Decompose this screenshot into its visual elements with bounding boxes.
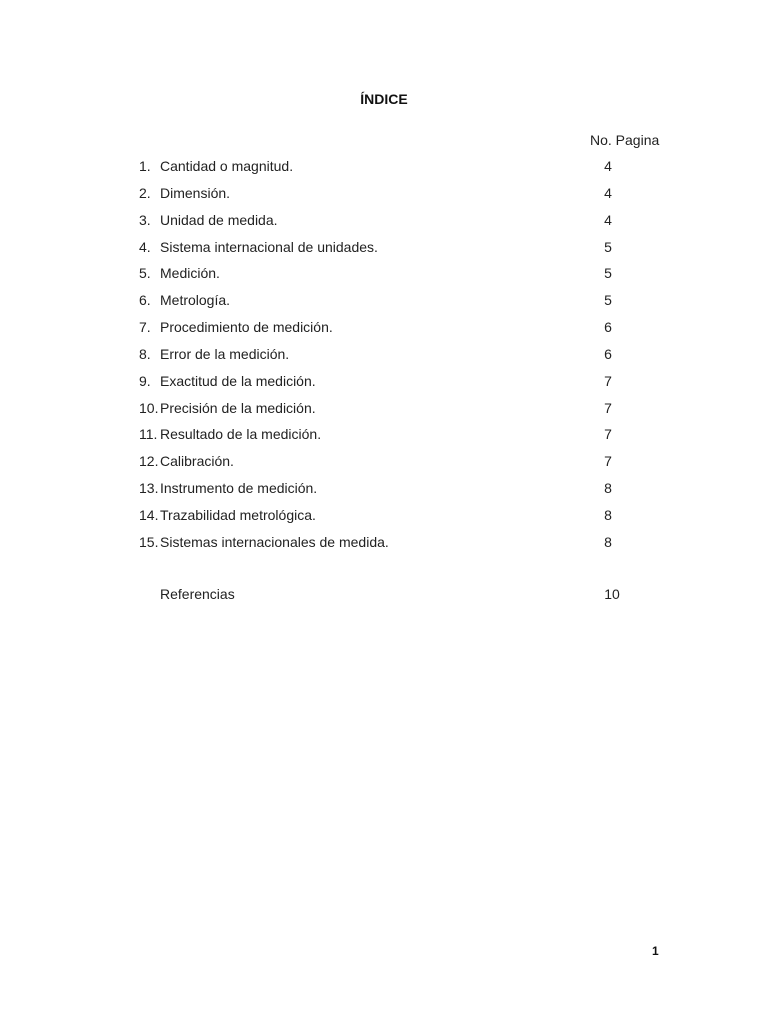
toc-entry-number: 12. <box>139 453 159 470</box>
toc-entry <box>0 503 768 530</box>
toc-entry-title: Procedimiento de medición. <box>160 319 333 336</box>
toc-entry-title: Metrología. <box>160 292 231 309</box>
toc-entry <box>0 476 768 503</box>
toc-entry-number: 3. <box>139 211 151 228</box>
toc-entry-number: 7. <box>139 319 151 336</box>
toc-entry-page: 7 <box>604 399 612 416</box>
toc-entry <box>0 261 768 288</box>
toc-entry-page: 7 <box>604 453 612 470</box>
toc-entry-title: Sistemas internacionales de medida. <box>160 533 389 550</box>
toc-entry <box>0 449 768 476</box>
toc-entry <box>0 288 768 315</box>
toc-entry-page: 5 <box>604 265 612 282</box>
references-page: 10 <box>604 586 620 602</box>
toc-entry-title: Cantidad o magnitud. <box>160 158 294 174</box>
toc-entry-page: 8 <box>604 533 612 550</box>
toc-entry-number: 5. <box>139 265 151 282</box>
toc-entry-title: Exactitud de la medición. <box>160 372 316 389</box>
toc-entry-number: 1. <box>139 158 151 174</box>
toc-entry-title: Dimensión. <box>160 184 231 201</box>
toc-entry <box>0 530 768 557</box>
toc-entry-title: Unidad de medida. <box>160 211 278 228</box>
toc-entry <box>0 154 768 181</box>
toc-entry-title: Resultado de la medición. <box>160 426 322 443</box>
toc-entry-page: 5 <box>604 292 612 309</box>
toc-entry-page: 7 <box>604 426 612 443</box>
toc-list <box>0 154 768 557</box>
toc-entry-number: 4. <box>139 238 151 255</box>
toc-entry-number: 8. <box>139 345 151 362</box>
toc-entry-title: Instrumento de medición. <box>160 480 318 497</box>
references-title: Referencias <box>160 586 235 602</box>
toc-entry <box>0 342 768 369</box>
toc-entry-page: 4 <box>604 158 612 174</box>
references-row <box>0 586 768 606</box>
toc-entry-page: 7 <box>604 372 612 389</box>
page-column-header: No. Pagina <box>590 132 660 148</box>
page-title: ÍNDICE <box>360 91 408 107</box>
toc-entry-page: 5 <box>604 238 612 255</box>
toc-entry-page: 4 <box>604 184 612 201</box>
toc-entry-number: 2. <box>139 184 151 201</box>
page-number: 1 <box>652 944 659 958</box>
toc-entry-title: Medición. <box>160 265 220 282</box>
toc-entry-number: 15. <box>139 533 159 550</box>
toc-entry-title: Error de la medición. <box>160 345 290 362</box>
toc-entry-page: 4 <box>604 211 612 228</box>
toc-entry-title: Trazabilidad metrológica. <box>160 506 316 523</box>
toc-entry-page: 8 <box>604 480 612 497</box>
toc-entry <box>0 208 768 235</box>
toc-entry-title: Precisión de la medición. <box>160 399 316 416</box>
toc-entry-number: 9. <box>139 372 151 389</box>
toc-entry-page: 6 <box>604 319 612 336</box>
toc-entry <box>0 181 768 208</box>
toc-entry-number: 13. <box>139 480 159 497</box>
toc-entry-number: 6. <box>139 292 151 309</box>
toc-entry-title: Sistema internacional de unidades. <box>160 238 378 255</box>
toc-entry-page: 8 <box>604 506 612 523</box>
toc-entry <box>0 422 768 449</box>
toc-entry-number: 11. <box>139 426 158 443</box>
toc-entry <box>0 235 768 262</box>
toc-entry-page: 6 <box>604 345 612 362</box>
toc-entry-number: 10. <box>139 399 159 416</box>
toc-entry <box>0 369 768 396</box>
toc-entry <box>0 315 768 342</box>
toc-entry <box>0 396 768 423</box>
toc-entry-number: 14. <box>139 506 159 523</box>
toc-entry-title: Calibración. <box>160 453 234 470</box>
